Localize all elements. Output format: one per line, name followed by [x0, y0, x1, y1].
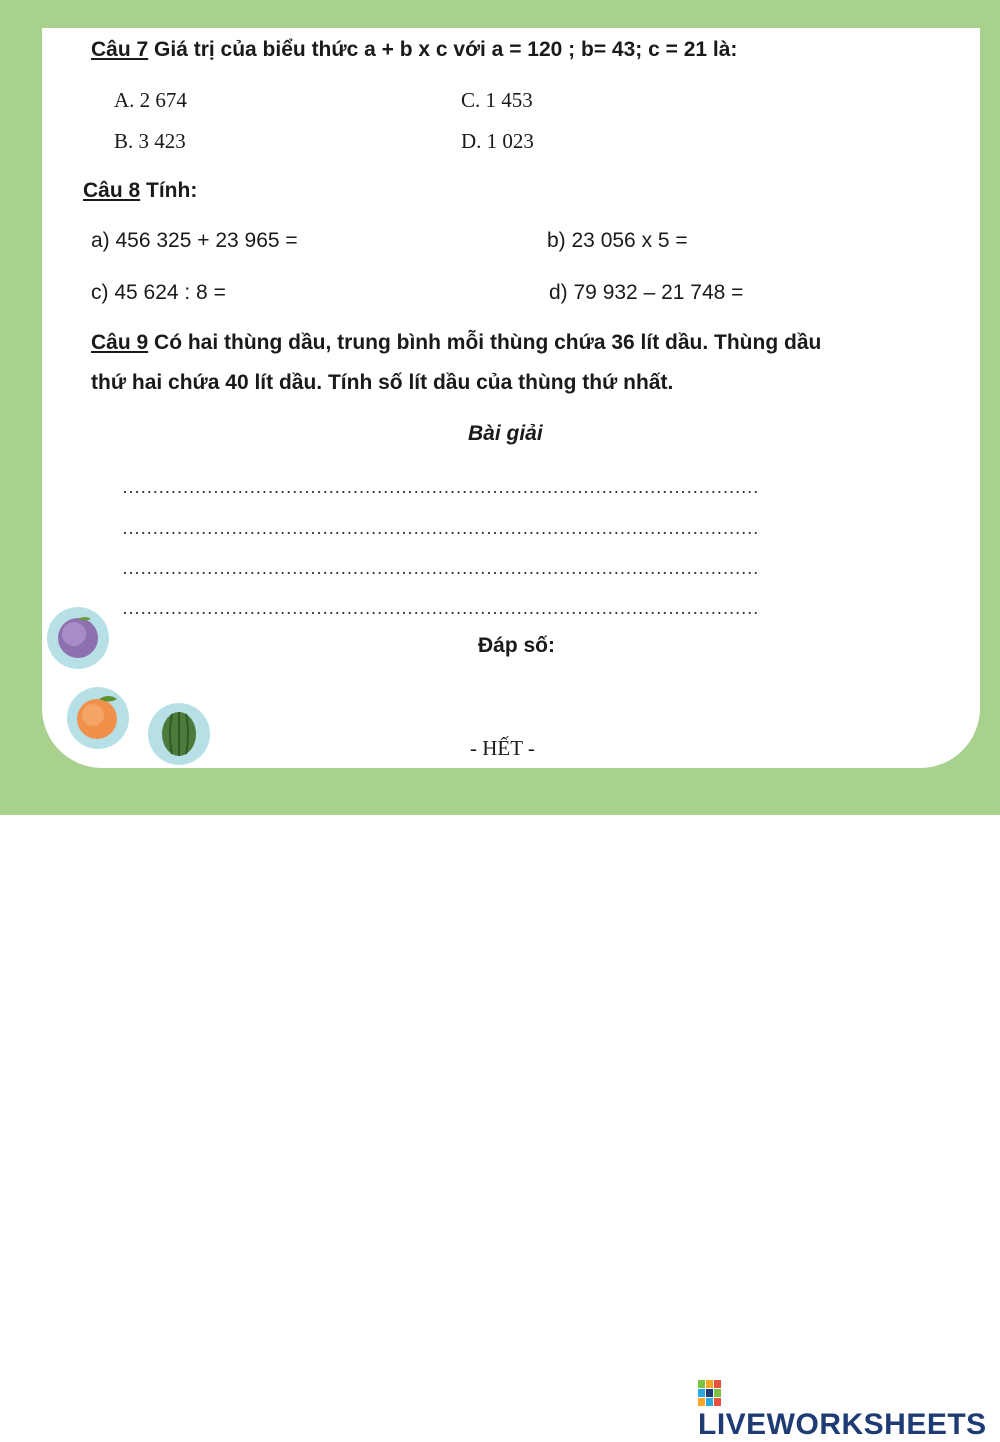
question-7-label: Câu 7	[91, 38, 149, 61]
answer-line-1[interactable]: ……………………………………………………………………………………………	[122, 477, 759, 497]
answer-line-4[interactable]: ……………………………………………………………………………………………	[122, 598, 759, 618]
calc-item-a: a) 456 325 + 23 965 =	[91, 229, 298, 252]
answer-line-3[interactable]: ……………………………………………………………………………………………	[122, 558, 759, 578]
question-9	[91, 331, 821, 355]
option-a[interactable]: A. 2 674	[114, 88, 187, 112]
end-text: - HẾT -	[470, 736, 535, 760]
liveworksheets-logo	[698, 1376, 1000, 1441]
answer-label: Đáp số:	[478, 634, 556, 657]
option-b[interactable]: B. 3 423	[114, 129, 186, 153]
solution-heading: Bài giải	[468, 422, 543, 445]
question-9-line1: Có hai thùng dầu, trung bình mỗi thùng chứa 36 lít dầu. Thùng dầu	[148, 331, 822, 354]
option-d[interactable]: D. 1 023	[461, 129, 534, 153]
watermelon-icon	[148, 703, 210, 765]
question-9-label: Câu 9	[91, 331, 149, 354]
answer-line-2[interactable]: ……………………………………………………………………………………………	[122, 518, 759, 538]
plum-icon	[47, 607, 109, 669]
calc-item-b: b) 23 056 x 5 =	[547, 229, 688, 252]
question-8	[83, 179, 197, 203]
orange-icon	[67, 687, 129, 749]
logo-blocks-icon	[698, 1380, 724, 1408]
question-7-text: Giá trị của biểu thức a + b x c với a = 120 ; b= 43; c = 21 là:	[148, 38, 738, 61]
question-8-text: Tính:	[140, 179, 198, 202]
question-7	[91, 38, 737, 62]
option-c[interactable]: C. 1 453	[461, 88, 533, 112]
logo-text: LIVEWORKSHEETS	[698, 1408, 987, 1441]
calc-item-c: c) 45 624 : 8 =	[91, 281, 226, 304]
question-9-line2: thứ hai chứa 40 lít dầu. Tính số lít dầu của thùng thứ nhất.	[91, 371, 674, 394]
calc-item-d: d) 79 932 – 21 748 =	[549, 281, 744, 304]
question-8-label: Câu 8	[83, 179, 141, 202]
